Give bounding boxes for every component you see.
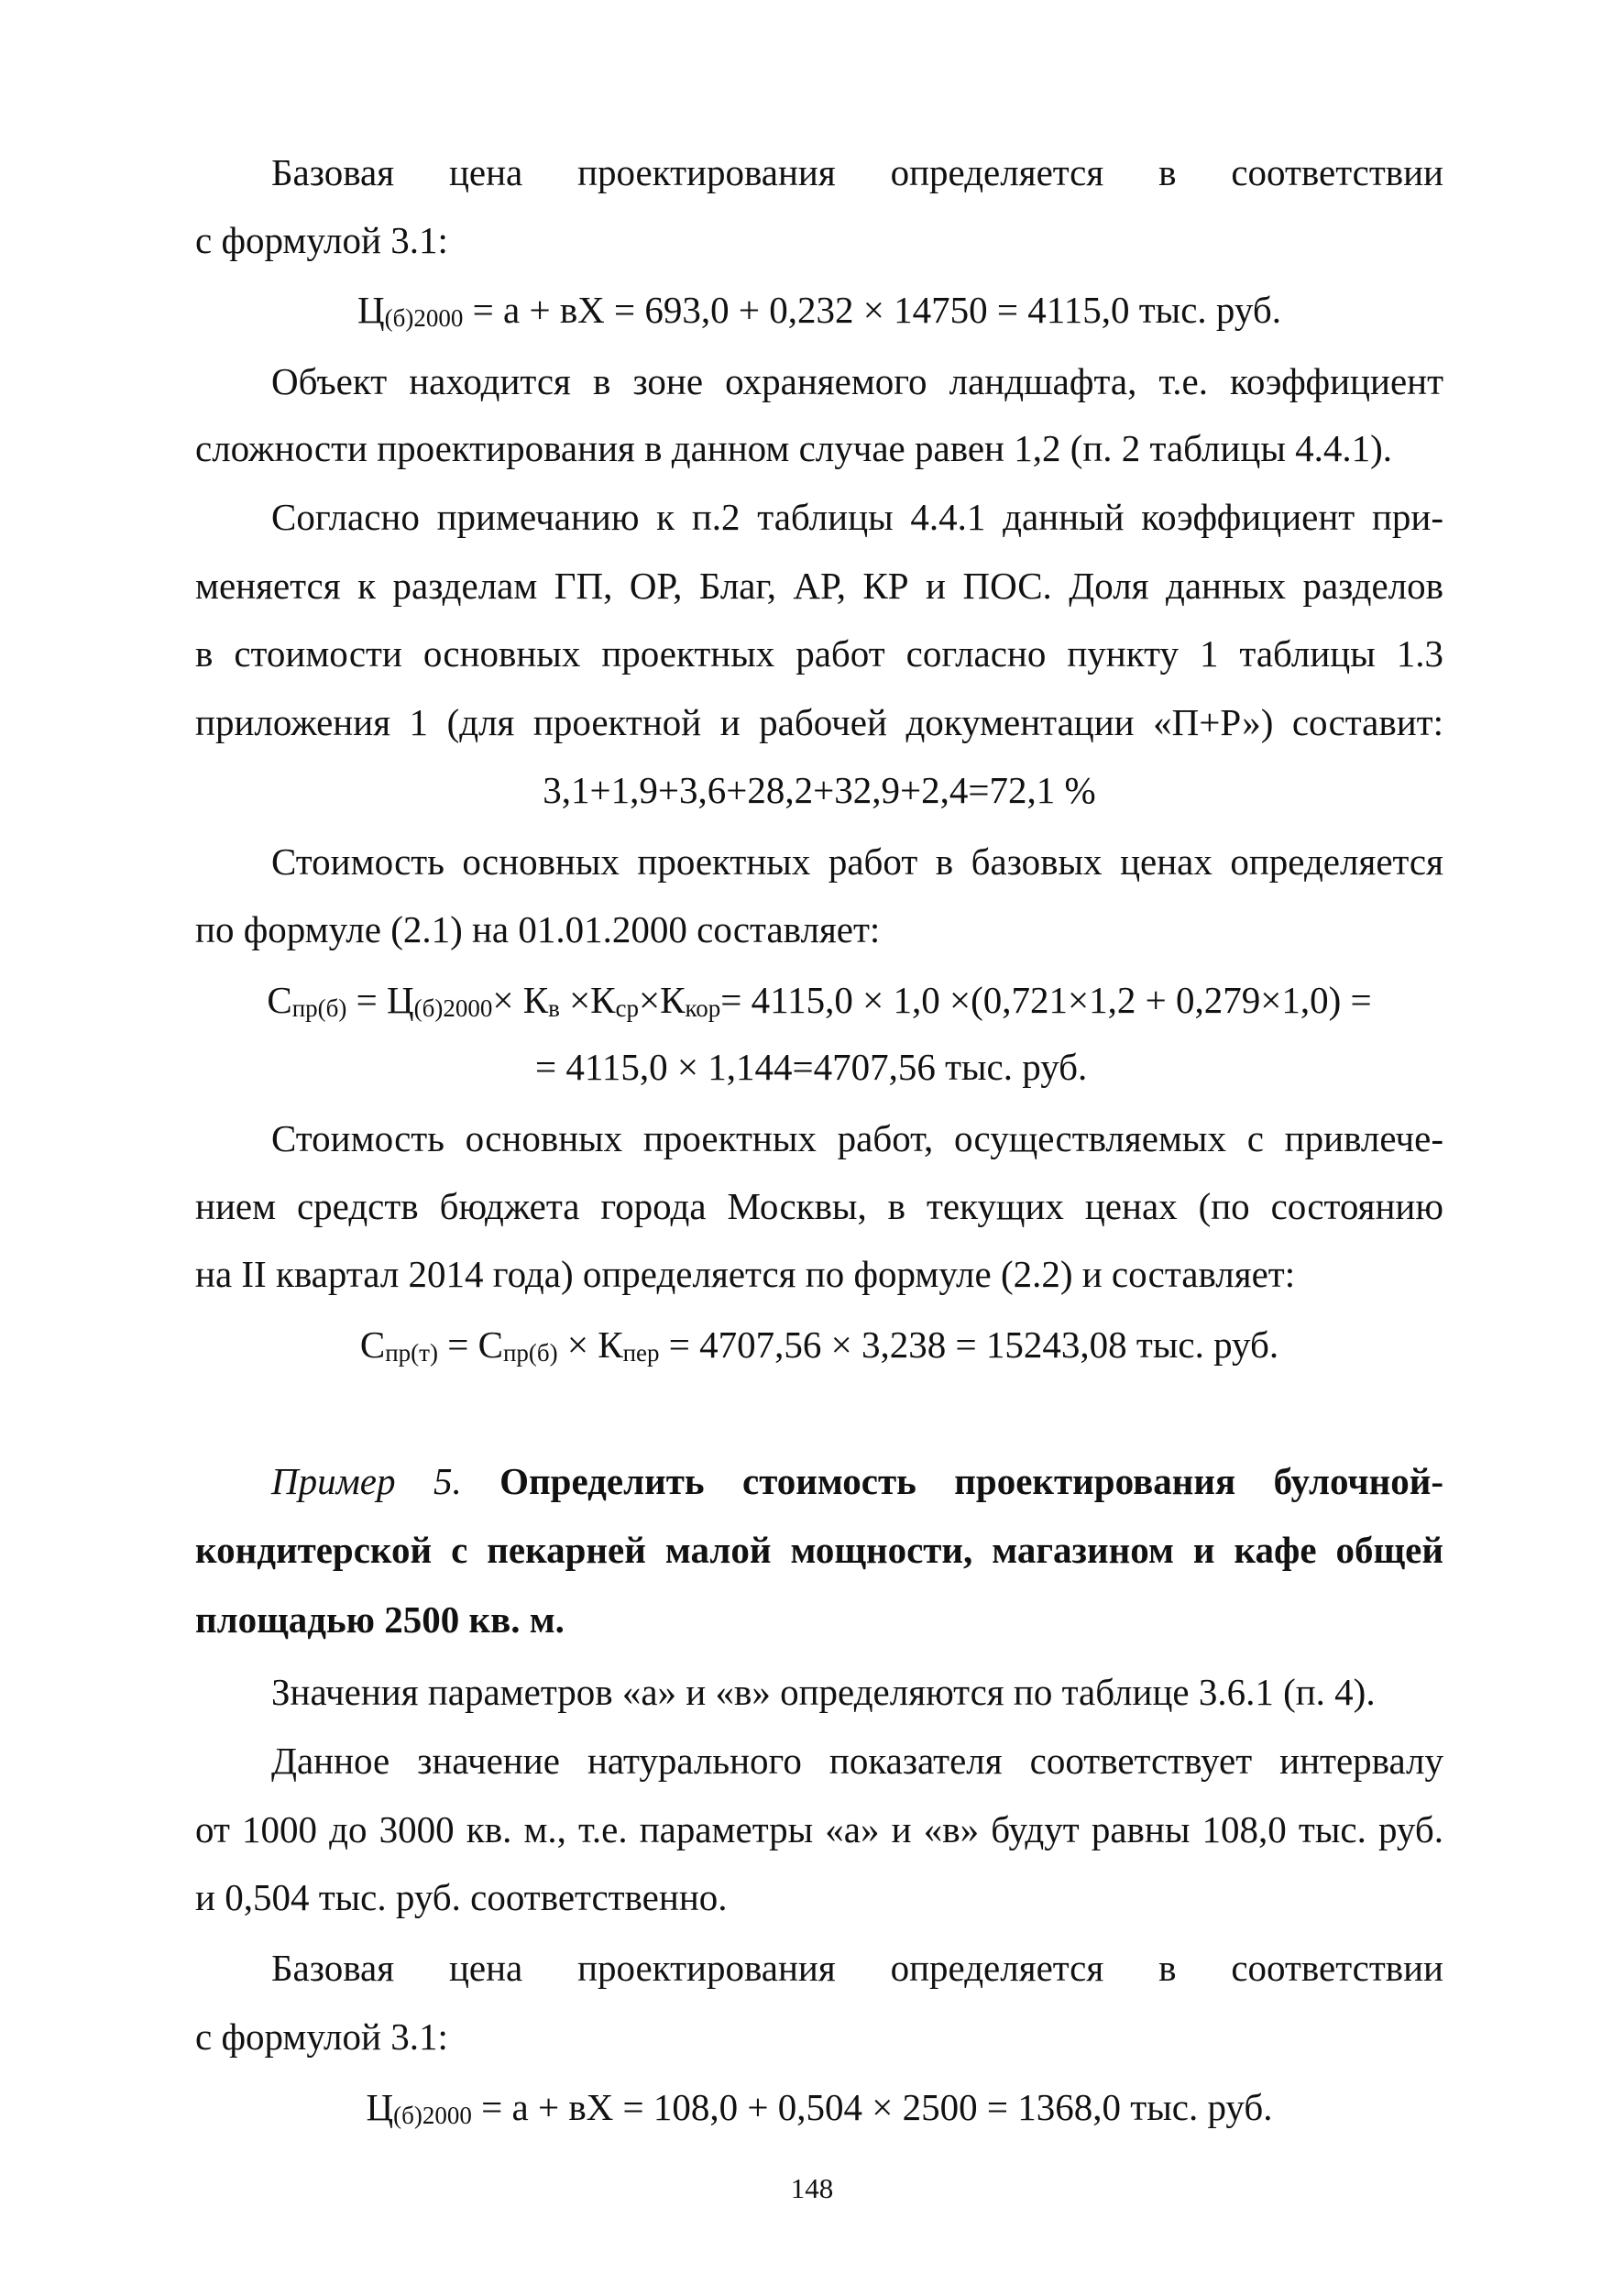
paragraph-line: Данное значение натурального показателя соответствует интервалу (271, 1740, 1443, 1782)
paragraph-line: по формуле (2.1) на 01.01.2000 составляет: (195, 908, 881, 950)
paragraph-line: Базовая цена проектирования определяется в соответствии (271, 1947, 1443, 1989)
paragraph-line: от 1000 до 3000 кв. м., т.е. параметры «а» и «в» будут равны 108,0 тыс. руб. (195, 1808, 1443, 1850)
paragraph-line: меняется к разделам ГП, ОР, Благ, АР, КР и ПОС. Доля данных разделов (195, 565, 1443, 607)
paragraph-line: с формулой 3.1: (195, 219, 448, 261)
paragraph-line: нием средств бюджета города Москвы, в текущих ценах (по состоянию (195, 1185, 1443, 1227)
formula-current-cost: $С_{пр(т)} = С_{пр(б)} \times К_{пер} = 4707,56 \times 3,238 = 15243,08$ тыс. руб. (359, 1323, 1279, 1367)
paragraph-line: на II квартал 2014 года) определяется по формуле (2.2) и составляет: (195, 1253, 1296, 1295)
paragraph-line: приложения 1 (для проектной и рабочей документации «П+Р») составит: (195, 701, 1443, 743)
formula-base-cost: $С_{пр(б)} = Ц_{(б)2000}\times К_в \times К_{ср}\times К_{кор}= 4115,0 \times 1,0 \times(0,721\times 1,2 + 0,279\times 1,0)$ = (267, 979, 1372, 1022)
paragraph-line: с формулой 3.1: (195, 2015, 448, 2058)
formula-base-cost-result: = 4115,0 × 1,144=4707,56 тыс. руб. (535, 1046, 1088, 1088)
paragraph-line: и 0,504 тыс. руб. соответственно. (195, 1876, 728, 1918)
paragraph-line: Стоимость основных проектных работ, осуществляемых с привлече- (271, 1117, 1443, 1159)
paragraph-line: в стоимости основных проектных работ согласно пункту 1 таблицы 1.3 (195, 632, 1443, 675)
paragraph-line: Согласно примечанию к п.2 таблицы 4.4.1 данный коэффициент при- (271, 496, 1443, 538)
paragraph-line: сложности проектирования в данном случае равен 1,2 (п. 2 таблицы 4.4.1). (195, 427, 1393, 469)
example-heading-line: кондитерской с пекарней малой мощности, магазином и кафе общей (195, 1529, 1443, 1571)
example-heading-line: Пример 5. Определить стоимость проектирования булочной- (271, 1460, 1443, 1502)
page-number: 148 (790, 2172, 834, 2204)
formula-share-sum: 3,1+1,9+3,6+28,2+32,9+2,4=72,1 % (543, 769, 1096, 811)
example-label: Пример 5. (271, 1460, 462, 1502)
paragraph-line: Базовая цена проектирования определяется в соответствии (271, 151, 1443, 193)
paragraph-line: Стоимость основных проектных работ в базовых ценах определяется (271, 840, 1443, 883)
paragraph-line: Объект находится в зоне охраняемого ландшафта, т.е. коэффициент (271, 360, 1443, 402)
formula-base-price-1: $Ц_{(б)2000} = а$ + вХ = 693,0 + 0,232 × 14750 = 4115,0 тыс. руб. (357, 289, 1281, 332)
example-heading-line: площадью 2500 кв. м. (195, 1598, 565, 1641)
formula-base-price-2: $Ц_{(б)2000} = а$ + вХ = 108,0 + 0,504 × 2500 = 1368,0 тыс. руб. (366, 2086, 1273, 2129)
paragraph-line: Значения параметров «а» и «в» определяются по таблице 3.6.1 (п. 4). (271, 1671, 1376, 1713)
